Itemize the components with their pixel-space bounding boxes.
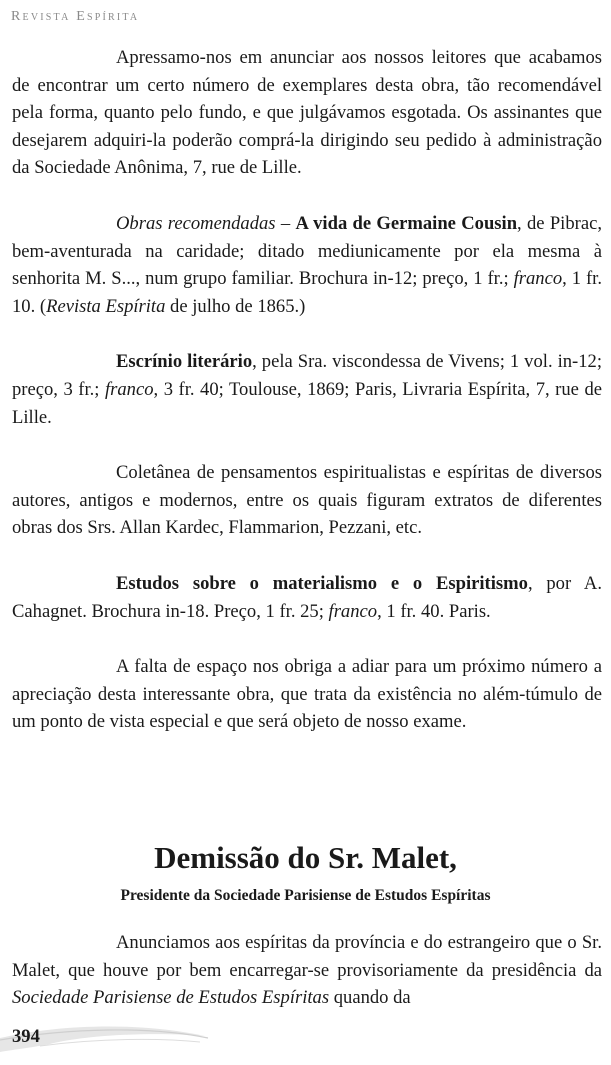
- final-block: [12, 929, 602, 1012]
- section-subtitle: Presidente da Sociedade Parisiense de Estudos Espíritas: [120, 887, 491, 904]
- text-run: quando da: [329, 987, 411, 1009]
- section-title: Demissão do Sr. Malet,: [154, 840, 457, 875]
- franco-italic: franco: [513, 268, 563, 290]
- text-run: , 3 fr. 40; Toulouse, 1869; Paris, Livraria Espírita, 7, rue de Lille.: [12, 378, 602, 428]
- text-run: , de Pibrac, bem-aventurada na caridade; ditado mediunicamente por ela mesma à senhorita M. S..., num grupo familiar. Brochura in-12; preço, 1 fr.;: [12, 212, 602, 290]
- paragraph-estudos: [12, 570, 602, 625]
- text-run: , 1 fr. 40. Paris.: [377, 600, 491, 622]
- text-run: de julho de 1865.): [165, 295, 306, 317]
- text-run: Anunciamos aos espíritas da província e do estrangeiro que o Sr. Malet, que houve por bem encarregar-se provisoriamente da presidência da: [12, 932, 602, 981]
- franco-italic: franco: [104, 378, 154, 400]
- text-run: , por A. Cahagnet. Brochura in-18. Preço, 1 fr. 25;: [12, 572, 603, 622]
- page-number: 394: [12, 1026, 40, 1047]
- italic-lead: Obras recomendadas: [116, 212, 276, 234]
- running-header: Revista Espírita: [11, 9, 140, 24]
- paragraph-germaine-cousin: [12, 210, 602, 320]
- paragraph-anunciamos: [12, 929, 602, 1012]
- paragraph-falta-espaco: A falta de espaço nos obriga a adiar para um próximo número a apreciação desta interessante obra, que trata da existência no além-túmulo de um ponto de vista especial e que será objeto de nosso exame.: [12, 656, 602, 733]
- franco-italic: franco: [328, 600, 378, 622]
- paragraph-announcement: Apressamo-nos em anunciar aos nossos leitores que acabamos de encontrar um certo número de exemplares desta obra, tão recomendável pela forma, quanto pelo fundo, e que julgávamos esgotada. Os assinantes que desejarem adquiri-la poderão comprá-la dirigindo seu pedido à administração da Sociedade Anônima, 7, rue de Lille.: [12, 47, 602, 179]
- text-run: , 1 fr. 10. (: [12, 268, 603, 317]
- book-title-estudos: Estudos sobre o materialismo e o Espiritismo: [116, 572, 528, 594]
- book-title-germaine: A vida de Germaine Cousin: [295, 212, 518, 234]
- paragraph-escrinio: [12, 348, 602, 431]
- paragraph-coletanea: Coletânea de pensamentos espiritualistas e espíritas de diversos autores, antigos e modernos, entre os quais figuram extratos de diferentes obras dos Srs. Allan Kardec, Flammarion, Pezzani, etc.: [12, 462, 602, 539]
- text-run: , pela Sra. viscondessa de Vivens; 1 vol. in-12; preço, 3 fr.;: [12, 351, 602, 400]
- journal-italic: Revista Espírita: [46, 295, 166, 317]
- dash: –: [275, 212, 296, 234]
- society-italic: Sociedade Parisiense de Estudos Espíritas: [12, 987, 330, 1009]
- page-body: [12, 44, 602, 736]
- book-title-escrinio: Escrínio literário: [116, 351, 253, 373]
- footer-swoosh: [0, 1016, 611, 1056]
